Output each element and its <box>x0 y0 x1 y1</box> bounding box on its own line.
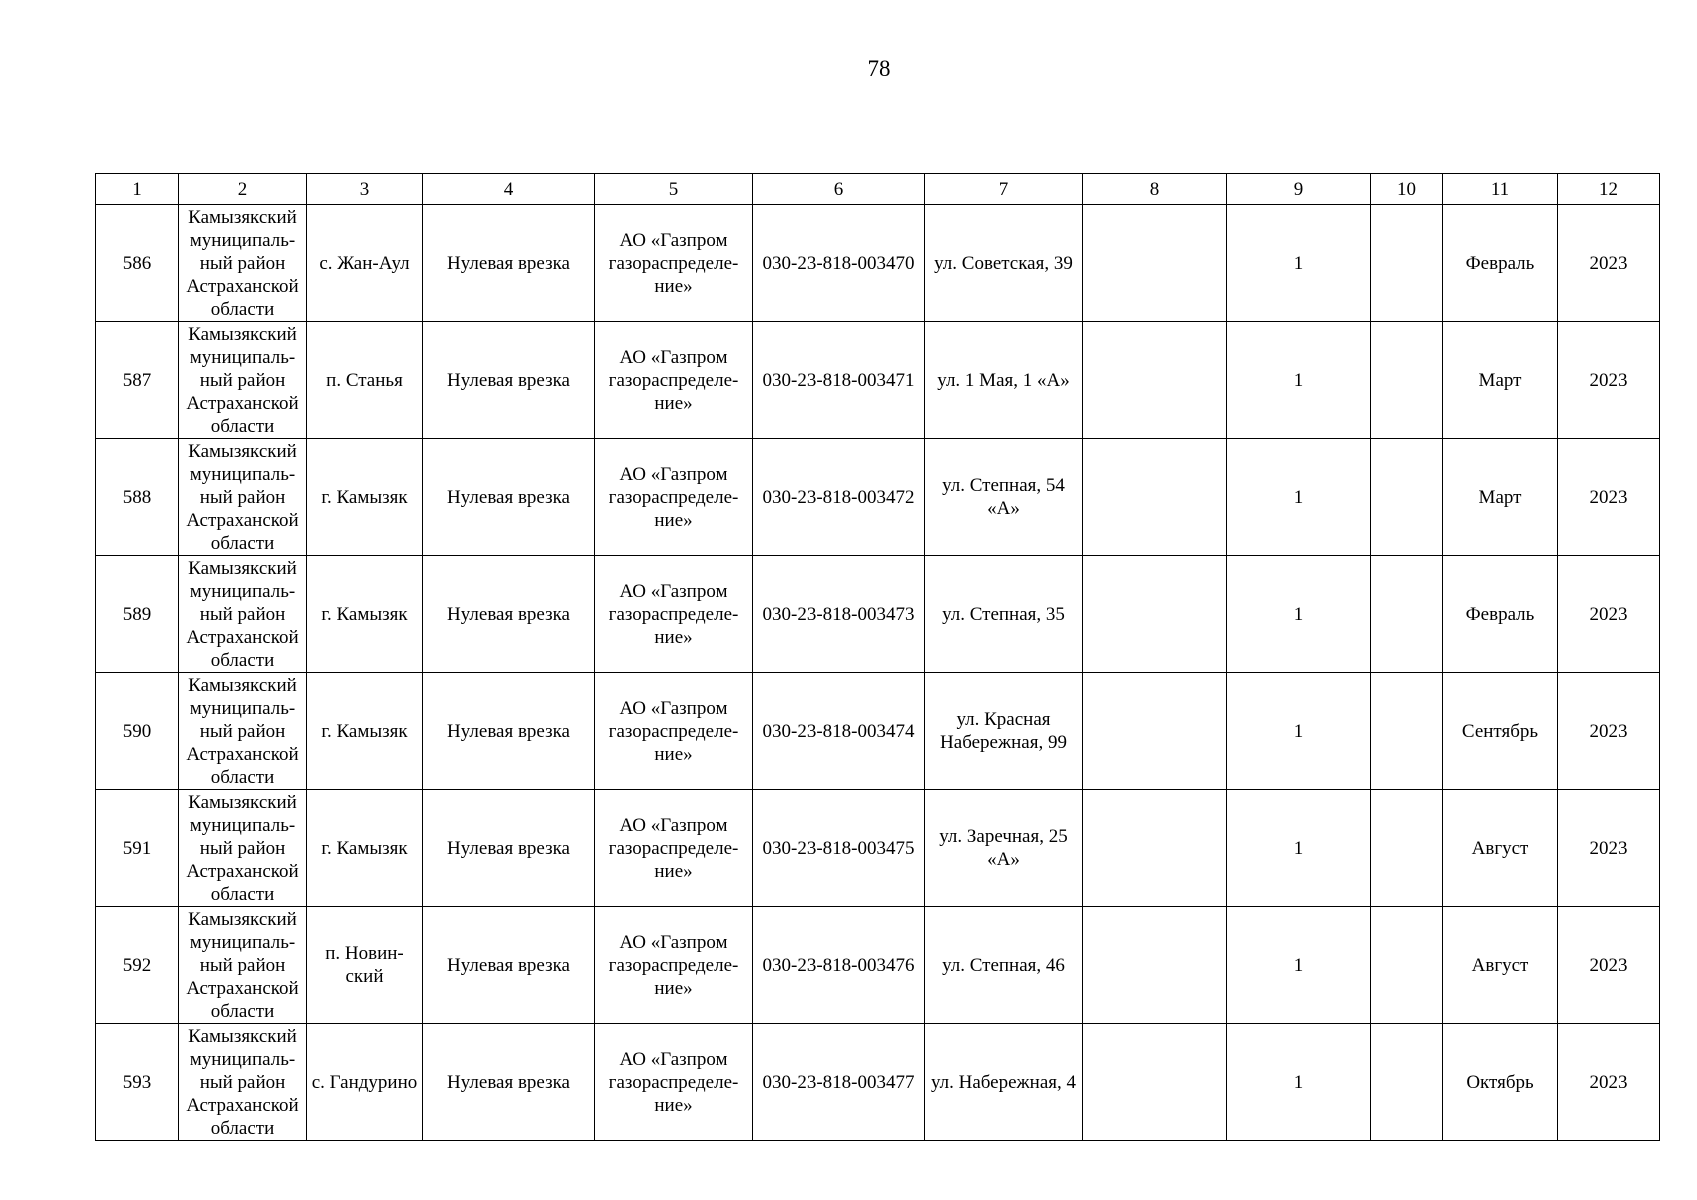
header-cell: 8 <box>1083 174 1227 205</box>
settlement-text: г. Камызяк <box>321 837 408 859</box>
address-cell <box>925 556 1083 673</box>
row-number: 590 <box>96 673 179 790</box>
organization-cell <box>595 322 753 439</box>
col8-cell <box>1083 790 1227 907</box>
work-type-cell: Нулевая врезка <box>423 907 595 1024</box>
col10-cell <box>1371 439 1443 556</box>
organization-text: АО «Газпром газораспределе- ние» <box>608 580 739 648</box>
work-type-cell: Нулевая врезка <box>423 322 595 439</box>
settlement-text: г. Камызяк <box>321 486 408 508</box>
address-cell <box>925 322 1083 439</box>
table-row <box>96 907 1660 1024</box>
col8-cell <box>1083 322 1227 439</box>
code-cell: 030-23-818-003473 <box>753 556 925 673</box>
organization-cell <box>595 205 753 322</box>
quantity-cell: 1 <box>1227 556 1371 673</box>
work-type-cell: Нулевая врезка <box>423 673 595 790</box>
table-row <box>96 439 1660 556</box>
work-type-cell: Нулевая врезка <box>423 205 595 322</box>
table-row <box>96 556 1660 673</box>
settlement-text: п. Станья <box>326 369 403 391</box>
settlement-cell <box>307 439 423 556</box>
row-number: 592 <box>96 907 179 1024</box>
organization-cell <box>595 790 753 907</box>
header-cell: 6 <box>753 174 925 205</box>
quantity-cell: 1 <box>1227 673 1371 790</box>
settlement-cell <box>307 556 423 673</box>
year-cell: 2023 <box>1558 556 1660 673</box>
quantity-cell: 1 <box>1227 205 1371 322</box>
code-cell: 030-23-818-003472 <box>753 439 925 556</box>
district-text: Камызякский муниципаль- ный район Астраханской области <box>186 440 299 554</box>
address-text: ул. Красная Набережная, 99 <box>940 709 1067 753</box>
year-cell: 2023 <box>1558 1024 1660 1141</box>
col8-cell <box>1083 556 1227 673</box>
month-cell: Октябрь <box>1443 1024 1558 1141</box>
table-row <box>96 322 1660 439</box>
settlement-text: г. Камызяк <box>321 720 408 742</box>
organization-text: АО «Газпром газораспределе- ние» <box>608 1048 739 1116</box>
col10-cell <box>1371 205 1443 322</box>
district-text: Камызякский муниципаль- ный район Астраханской области <box>186 908 299 1022</box>
district-cell <box>179 790 307 907</box>
address-text: ул. Степная, 46 <box>942 954 1065 976</box>
work-type-cell: Нулевая врезка <box>423 556 595 673</box>
settlement-text: с. Жан-Аул <box>319 252 410 274</box>
code-cell: 030-23-818-003474 <box>753 673 925 790</box>
district-text: Камызякский муниципаль- ный район Астраханской области <box>186 206 299 320</box>
header-cell: 7 <box>925 174 1083 205</box>
table-row <box>96 1024 1660 1141</box>
month-cell: Февраль <box>1443 556 1558 673</box>
row-number: 589 <box>96 556 179 673</box>
district-cell <box>179 1024 307 1141</box>
code-cell: 030-23-818-003470 <box>753 205 925 322</box>
settlement-cell <box>307 205 423 322</box>
col10-cell <box>1371 556 1443 673</box>
header-cell: 11 <box>1443 174 1558 205</box>
address-cell <box>925 790 1083 907</box>
month-cell: Август <box>1443 790 1558 907</box>
district-text: Камызякский муниципаль- ный район Астраханской области <box>186 791 299 905</box>
header-cell: 2 <box>179 174 307 205</box>
header-cell: 4 <box>423 174 595 205</box>
data-table <box>95 173 1660 1141</box>
year-cell: 2023 <box>1558 205 1660 322</box>
year-cell: 2023 <box>1558 790 1660 907</box>
code-cell: 030-23-818-003477 <box>753 1024 925 1141</box>
table-row <box>96 673 1660 790</box>
col10-cell <box>1371 790 1443 907</box>
col10-cell <box>1371 673 1443 790</box>
month-cell: Март <box>1443 322 1558 439</box>
settlement-cell <box>307 1024 423 1141</box>
year-cell: 2023 <box>1558 322 1660 439</box>
address-text: ул. Степная, 35 <box>942 603 1065 625</box>
code-cell: 030-23-818-003471 <box>753 322 925 439</box>
settlement-text: г. Камызяк <box>321 603 408 625</box>
table-row <box>96 790 1660 907</box>
col8-cell <box>1083 1024 1227 1141</box>
district-cell <box>179 673 307 790</box>
address-text: ул. Заречная, 25 «А» <box>939 826 1068 870</box>
organization-text: АО «Газпром газораспределе- ние» <box>608 346 739 414</box>
settlement-text: п. Новин- ский <box>325 943 404 987</box>
organization-text: АО «Газпром газораспределе- ние» <box>608 931 739 999</box>
code-cell: 030-23-818-003476 <box>753 907 925 1024</box>
quantity-cell: 1 <box>1227 1024 1371 1141</box>
settlement-cell <box>307 907 423 1024</box>
district-text: Камызякский муниципаль- ный район Астраханской области <box>186 674 299 788</box>
organization-text: АО «Газпром газораспределе- ние» <box>608 463 739 531</box>
organization-cell <box>595 1024 753 1141</box>
settlement-cell <box>307 322 423 439</box>
organization-text: АО «Газпром газораспределе- ние» <box>608 697 739 765</box>
table-row <box>96 205 1660 322</box>
year-cell: 2023 <box>1558 439 1660 556</box>
address-cell <box>925 907 1083 1024</box>
code-cell: 030-23-818-003475 <box>753 790 925 907</box>
table-body <box>96 205 1660 1141</box>
district-text: Камызякский муниципаль- ный район Астраханской области <box>186 557 299 671</box>
organization-cell <box>595 907 753 1024</box>
address-cell <box>925 439 1083 556</box>
address-text: ул. Советская, 39 <box>934 252 1073 274</box>
header-cell: 9 <box>1227 174 1371 205</box>
organization-cell <box>595 556 753 673</box>
header-cell: 5 <box>595 174 753 205</box>
district-text: Камызякский муниципаль- ный район Астраханской области <box>186 1025 299 1139</box>
col8-cell <box>1083 673 1227 790</box>
header-cell: 12 <box>1558 174 1660 205</box>
address-cell <box>925 205 1083 322</box>
work-type-cell: Нулевая врезка <box>423 790 595 907</box>
month-cell: Февраль <box>1443 205 1558 322</box>
settlement-cell <box>307 673 423 790</box>
quantity-cell: 1 <box>1227 322 1371 439</box>
settlement-cell <box>307 790 423 907</box>
district-text: Камызякский муниципаль- ный район Астраханской области <box>186 323 299 437</box>
settlement-text: с. Гандурино <box>311 1071 418 1093</box>
year-cell: 2023 <box>1558 907 1660 1024</box>
district-cell <box>179 907 307 1024</box>
organization-text: АО «Газпром газораспределе- ние» <box>608 814 739 882</box>
address-text: ул. Набережная, 4 <box>930 1071 1077 1093</box>
col10-cell <box>1371 1024 1443 1141</box>
district-cell <box>179 556 307 673</box>
address-text: ул. 1 Мая, 1 «А» <box>937 369 1070 391</box>
district-cell <box>179 205 307 322</box>
col8-cell <box>1083 205 1227 322</box>
address-cell <box>925 1024 1083 1141</box>
month-cell: Сентябрь <box>1443 673 1558 790</box>
header-cell: 3 <box>307 174 423 205</box>
quantity-cell: 1 <box>1227 790 1371 907</box>
organization-cell <box>595 673 753 790</box>
row-number: 593 <box>96 1024 179 1141</box>
table-header <box>96 174 1660 205</box>
district-cell <box>179 322 307 439</box>
col8-cell <box>1083 907 1227 1024</box>
work-type-cell: Нулевая врезка <box>423 439 595 556</box>
quantity-cell: 1 <box>1227 439 1371 556</box>
header-cell: 1 <box>96 174 179 205</box>
month-cell: Март <box>1443 439 1558 556</box>
header-cell: 10 <box>1371 174 1443 205</box>
col10-cell <box>1371 907 1443 1024</box>
work-type-cell: Нулевая врезка <box>423 1024 595 1141</box>
row-number: 588 <box>96 439 179 556</box>
quantity-cell: 1 <box>1227 907 1371 1024</box>
header-row <box>96 174 1660 205</box>
page-number: 78 <box>867 56 891 81</box>
row-number: 591 <box>96 790 179 907</box>
month-cell: Август <box>1443 907 1558 1024</box>
address-cell <box>925 673 1083 790</box>
organization-text: АО «Газпром газораспределе- ние» <box>608 229 739 297</box>
col8-cell <box>1083 439 1227 556</box>
year-cell: 2023 <box>1558 673 1660 790</box>
row-number: 587 <box>96 322 179 439</box>
address-text: ул. Степная, 54 «А» <box>942 475 1065 519</box>
district-cell <box>179 439 307 556</box>
organization-cell <box>595 439 753 556</box>
row-number: 586 <box>96 205 179 322</box>
col10-cell <box>1371 322 1443 439</box>
